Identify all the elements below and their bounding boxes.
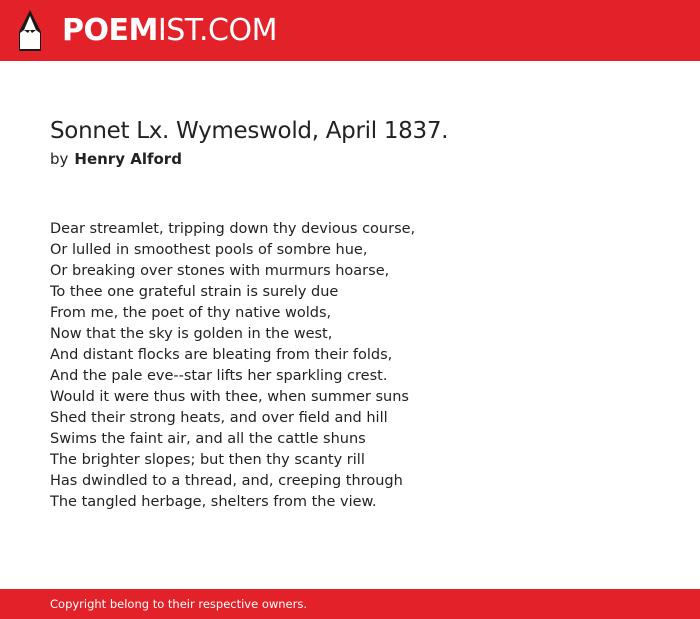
poem-line: And distant flocks are bleating from their folds, [50, 347, 393, 363]
poem-line: To thee one grateful strain is surely due [50, 284, 339, 300]
poem-byline [50, 149, 182, 169]
poem-line: The tangled herbage, shelters from the view. [50, 494, 377, 510]
logo-light-text: IST.COM [157, 13, 277, 48]
pencil-tip-icon[interactable] [18, 10, 42, 51]
poem-line: Shed their strong heats, and over field and hill [50, 410, 388, 426]
poem-line: Would it were thus with thee, when summer suns [50, 389, 409, 405]
poem-line: Or lulled in smoothest pools of sombre hue, [50, 242, 368, 258]
author-name: Henry Alford [74, 150, 182, 168]
poem-line: And the pale eve--star lifts her sparkling crest. [50, 368, 388, 384]
poem-line: From me, the poet of thy native wolds, [50, 305, 332, 321]
site-header [0, 0, 700, 61]
poem-line: Dear streamlet, tripping down thy devious course, [50, 221, 416, 237]
logo-bold-text: POEM [62, 13, 158, 48]
site-footer [0, 589, 700, 619]
poem-line: The brighter slopes; but then thy scanty rill [50, 452, 365, 468]
poem-line: Swims the faint air, and all the cattle shuns [50, 431, 366, 447]
poem-body [50, 219, 415, 513]
poem-line: Or breaking over stones with murmurs hoarse, [50, 263, 390, 279]
poem-title: Sonnet Lx. Wymeswold, April 1837. [50, 118, 449, 144]
by-label: by [50, 150, 69, 168]
poem-line: Has dwindled to a thread, and, creeping through [50, 473, 403, 489]
site-logo[interactable] [62, 12, 277, 50]
copyright-text: Copyright belong to their respective owners. [50, 597, 308, 611]
poem-line: Now that the sky is golden in the west, [50, 326, 333, 342]
